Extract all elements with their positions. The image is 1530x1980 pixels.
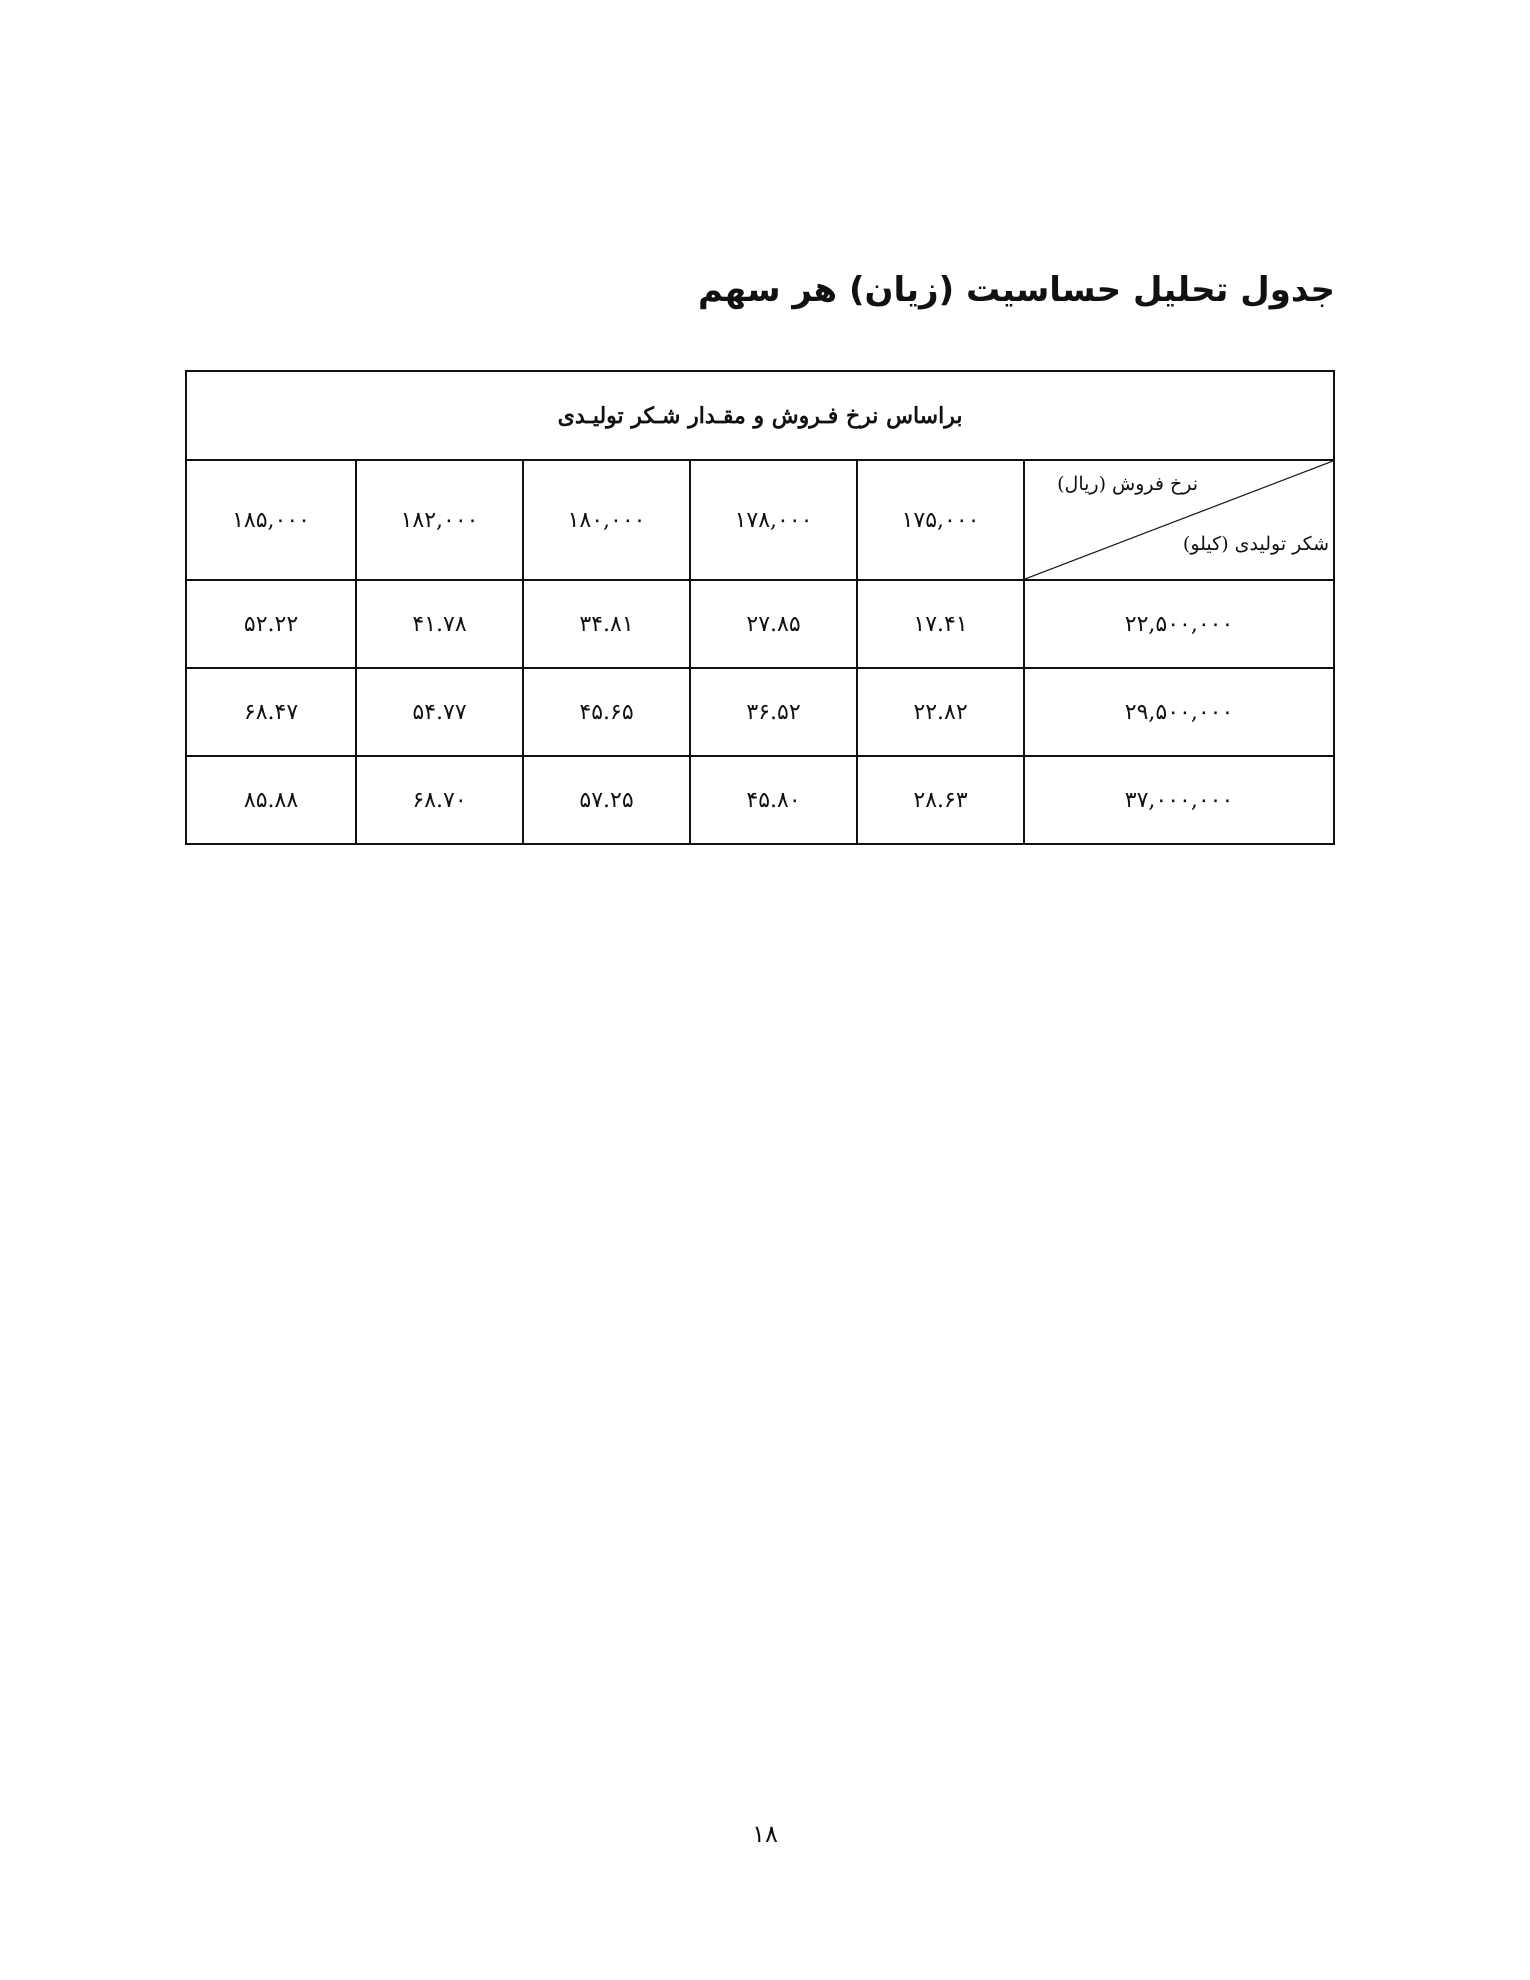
page-title: جدول تحلیل حساسیت (زیان) هر سهم	[698, 270, 1335, 310]
corner-sugar-amount-label: شکر تولیدی (کیلو)	[1182, 533, 1330, 555]
table-cell: ۵۷.۲۵	[523, 756, 690, 844]
table-cell: ۱۷.۴۱	[857, 580, 1024, 668]
row-label: ۲۲,۵۰۰,۰۰۰	[1024, 580, 1334, 668]
table-row	[186, 668, 1334, 756]
table-row	[186, 580, 1334, 668]
table-cell: ۲۸.۶۳	[857, 756, 1024, 844]
corner-sale-rate-label: نرخ فروش (ریال)	[1057, 473, 1199, 495]
row-label: ۳۷,۰۰۰,۰۰۰	[1024, 756, 1334, 844]
table-header: براساس نرخ فـروش و مقـدار شـکر تولیـدی	[186, 371, 1334, 460]
table-cell: ۴۵.۸۰	[690, 756, 857, 844]
table-header-row	[186, 371, 1334, 460]
table-cell: ۸۵.۸۸	[186, 756, 356, 844]
column-header: ۱۷۵,۰۰۰	[857, 460, 1024, 580]
table-cell: ۵۴.۷۷	[356, 668, 523, 756]
table-cell: ۵۲.۲۲	[186, 580, 356, 668]
table-row	[186, 756, 1334, 844]
table-cell: ۶۸.۴۷	[186, 668, 356, 756]
column-header-row	[186, 460, 1334, 580]
table-cell: ۲۷.۸۵	[690, 580, 857, 668]
column-header: ۱۷۸,۰۰۰	[690, 460, 857, 580]
table-cell: ۳۴.۸۱	[523, 580, 690, 668]
page-number: ۱۸	[752, 1820, 778, 1848]
table-cell: ۴۱.۷۸	[356, 580, 523, 668]
table-cell: ۶۸.۷۰	[356, 756, 523, 844]
sensitivity-table	[185, 370, 1335, 845]
table-cell: ۳۶.۵۲	[690, 668, 857, 756]
corner-cell	[1024, 460, 1334, 580]
row-label: ۲۹,۵۰۰,۰۰۰	[1024, 668, 1334, 756]
table-cell: ۲۲.۸۲	[857, 668, 1024, 756]
column-header: ۱۸۵,۰۰۰	[186, 460, 356, 580]
column-header: ۱۸۰,۰۰۰	[523, 460, 690, 580]
column-header: ۱۸۲,۰۰۰	[356, 460, 523, 580]
table-cell: ۴۵.۶۵	[523, 668, 690, 756]
